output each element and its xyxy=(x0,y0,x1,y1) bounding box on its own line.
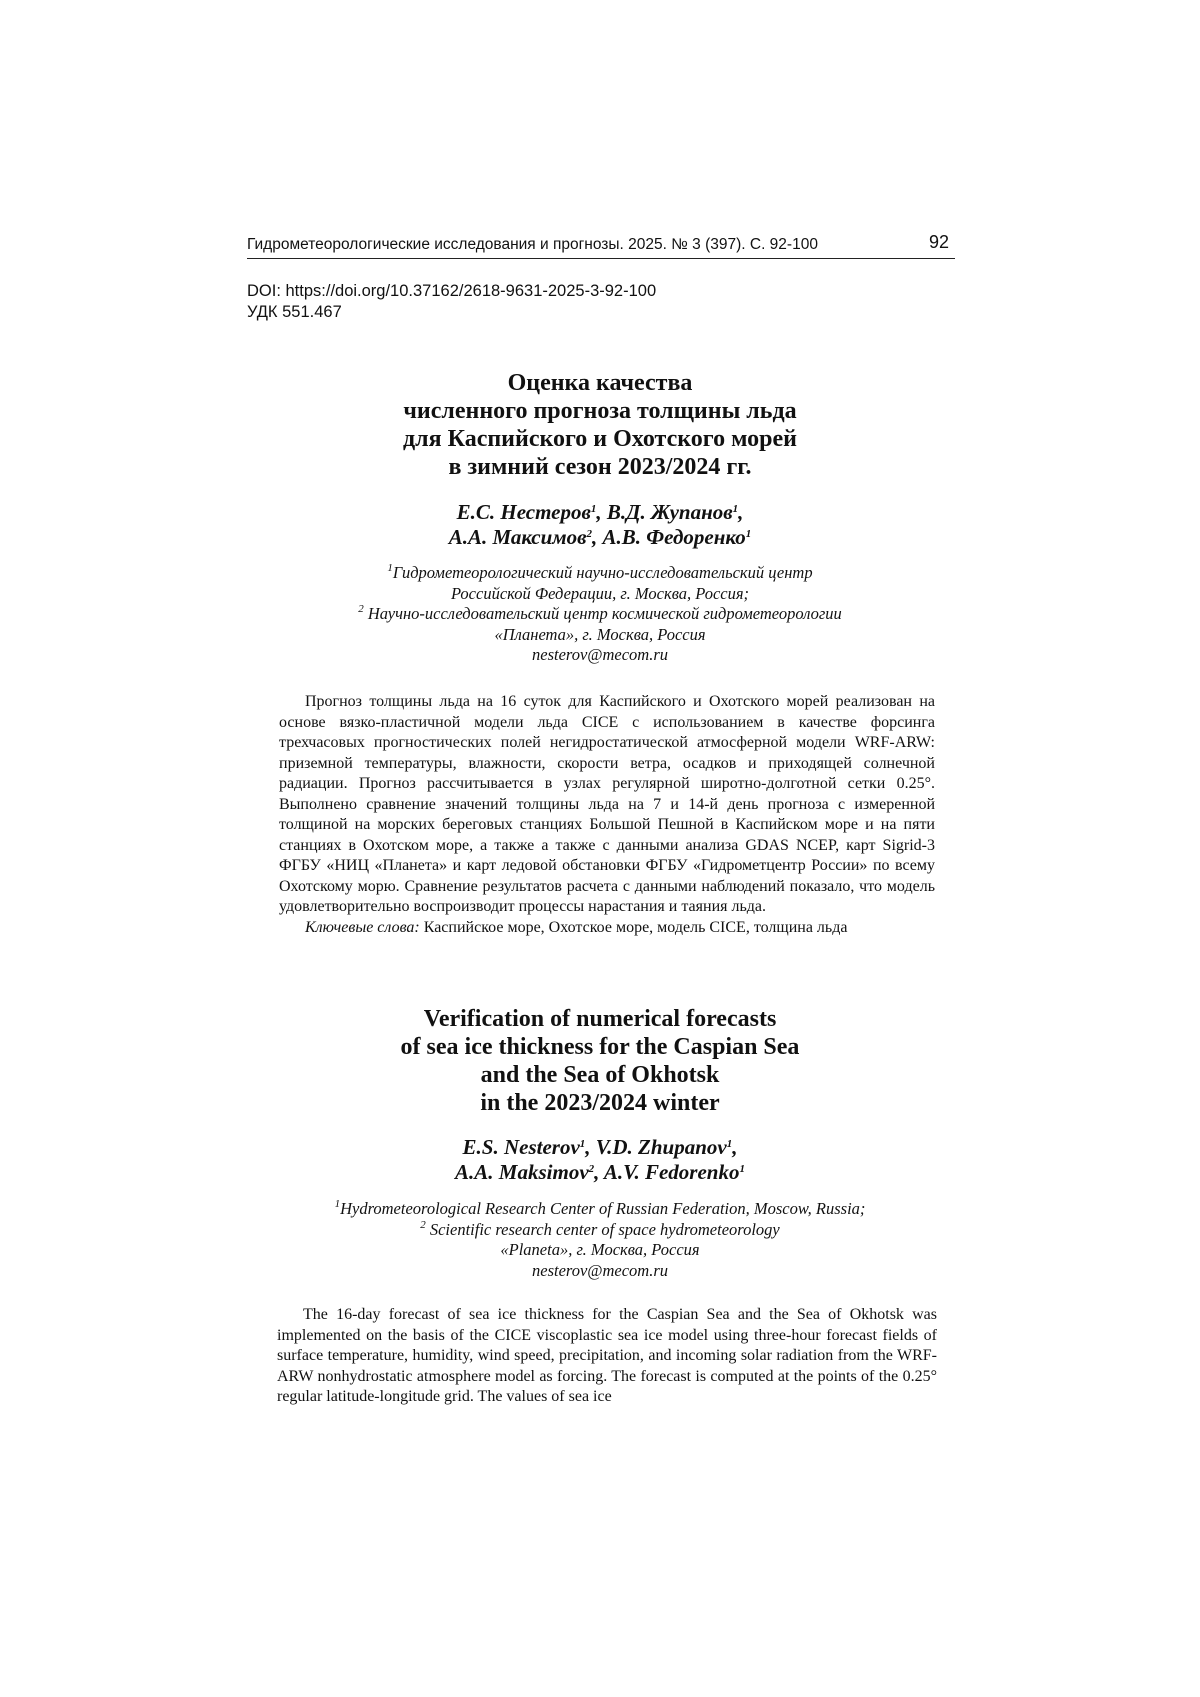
ru-keywords xyxy=(279,918,935,939)
author-name: A.V. Fedorenko xyxy=(603,1160,740,1184)
ru-authors-line xyxy=(200,500,1000,525)
ru-title xyxy=(200,369,1000,481)
author-separator: , xyxy=(592,525,603,549)
running-header xyxy=(247,232,955,259)
author-separator: , xyxy=(738,500,744,524)
ru-affiliations xyxy=(200,563,1000,666)
author-separator: , xyxy=(596,500,607,524)
affiliation-text: Scientific research center of space hydrometeorology xyxy=(425,1219,780,1239)
author-affiliation-mark: 1 xyxy=(739,1163,745,1175)
affiliation-text: «Планета», г. Москва, Россия xyxy=(494,624,706,644)
author-affiliation-mark: 1 xyxy=(590,503,597,515)
author-affiliation-mark: 1 xyxy=(726,1138,733,1150)
author-affiliation-mark: 2 xyxy=(588,1163,595,1175)
affiliation-line xyxy=(200,584,1000,605)
ru-title-line: Оценка качества xyxy=(507,370,693,396)
affiliation-line xyxy=(200,1220,1000,1241)
keywords-text: Каспийское море, Охотское море, модель CICE, толщина льда xyxy=(419,918,848,936)
author-affiliation-mark: 1 xyxy=(745,528,752,540)
en-title xyxy=(200,1005,1000,1117)
affiliation-text: Гидрометеорологический научно-исследовательский центр xyxy=(392,563,813,582)
author-name: А.В. Федоренко xyxy=(602,525,746,549)
author-name: В.Д. Жупанов xyxy=(606,500,733,524)
affiliation-mark: 2 xyxy=(358,603,364,615)
affiliation-line xyxy=(200,604,1000,625)
affiliation-text: Научно-исследовательский центр космической гидрометеорологии xyxy=(363,604,842,623)
affiliation-line xyxy=(200,1199,1000,1220)
ru-title-line: в зимний сезон 2023/2024 гг. xyxy=(448,454,752,480)
article-meta xyxy=(247,281,656,323)
author-name: А.А. Максимов xyxy=(448,525,587,549)
ru-title-line: для Каспийского и Охотского морей xyxy=(403,426,797,452)
affiliation-line xyxy=(200,625,1000,646)
doi-link[interactable]: DOI: https://doi.org/10.37162/2618-9631-2025-3-92-100 xyxy=(247,282,657,300)
affiliation-text: Hydrometeorological Research Center of Russian Federation, Moscow, Russia; xyxy=(340,1199,866,1218)
affiliation-mark: 1 xyxy=(387,562,393,574)
affiliation-line xyxy=(200,1240,1000,1261)
en-abstract-text: The 16-day forecast of sea ice thickness for the Caspian Sea and the Sea of Okhotsk was implemented on the basis of the CICE viscoplastic sea ice model using three-hour forecast fields of surface temperature, humidity, wind speed, precipitation, and incoming solar radiation from the WRF-ARW nonhydrostatic atmosphere model as forcing. The forecast is computed at the points of the 0.25° regular latitude-longitude grid. The values of sea ice xyxy=(277,1306,937,1405)
author-separator: , xyxy=(585,1135,596,1159)
udk-code: УДК 551.467 xyxy=(247,303,342,321)
keywords-label: Ключевые слова: xyxy=(305,918,420,936)
author-name: A.A. Maksimov xyxy=(455,1160,589,1184)
ru-authors xyxy=(200,500,1000,550)
en-title-line: of sea ice thickness for the Caspian Sea xyxy=(400,1034,800,1060)
ru-abstract xyxy=(279,692,935,938)
en-authors xyxy=(200,1135,1000,1185)
journal-citation: Гидрометеорологические исследования и прогнозы. 2025. № 3 (397). С. 92-100 xyxy=(247,236,818,253)
en-abstract xyxy=(277,1305,937,1408)
page-number: 92 xyxy=(928,232,949,252)
ru-title-line: численного прогноза толщины льда xyxy=(403,398,797,424)
affiliation-text: Российской Федерации, г. Москва, Россия; xyxy=(450,583,750,603)
en-affiliations xyxy=(200,1199,1000,1281)
author-separator: , xyxy=(594,1160,604,1184)
author-name: E.S. Nesterov xyxy=(462,1135,580,1159)
affiliation-mark: 1 xyxy=(334,1198,341,1210)
author-email[interactable]: nesterov@mecom.ru xyxy=(532,1260,668,1280)
en-title-line: and the Sea of Okhotsk xyxy=(480,1062,720,1088)
author-name: V.D. Zhupanov xyxy=(595,1135,727,1159)
author-email[interactable]: nesterov@mecom.ru xyxy=(532,645,668,664)
author-affiliation-mark: 1 xyxy=(732,503,739,515)
author-affiliation-mark: 2 xyxy=(586,528,593,540)
affiliation-line xyxy=(200,563,1000,584)
ru-authors-line xyxy=(200,525,1000,550)
author-separator: , xyxy=(732,1135,738,1159)
author-affiliation-mark: 1 xyxy=(579,1138,586,1150)
affiliation-text: «Planeta», г. Москва, Россия xyxy=(500,1240,700,1259)
en-authors-line xyxy=(200,1160,1000,1185)
en-authors-line xyxy=(200,1135,1000,1160)
en-title-line: Verification of numerical forecasts xyxy=(423,1006,777,1032)
ru-abstract-text: Прогноз толщины льда на 16 суток для Каспийского и Охотского морей реализован на основе вязко-пластичной модели льда CICE с использованием в качестве форсинга трехчасовых прогностических полей негидростатической атмосферной модели WRF-ARW: приземной температуры, влажности, скорости ветра, осадков и приходящей солнечной радиации. Прогноз рассчитывается в узлах регулярной широтно-долготной сетки 0.25°. Выполнено сравнение значений толщины льда на 7 и 14-й день прогноза с измеренной толщиной на морских береговых станциях Большой Пешной в Каспийском море и на пяти станциях в Охотском море, а также а также с данными анализа GDAS NCEP, карт Sigrid-3 ФГБУ «НИЦ «Планета» и карт ледовой обстановки ФГБУ «Гидрометцентр России» по всему Охотскому морю. Сравнение результатов расчета с данными наблюдений показало, что модель удовлетворительно воспроизводит процессы нарастания и таяния льда. xyxy=(279,693,935,915)
affiliation-mark: 2 xyxy=(420,1218,426,1231)
author-name: Е.С. Нестеров xyxy=(456,500,591,524)
en-title-line: in the 2023/2024 winter xyxy=(480,1090,720,1116)
